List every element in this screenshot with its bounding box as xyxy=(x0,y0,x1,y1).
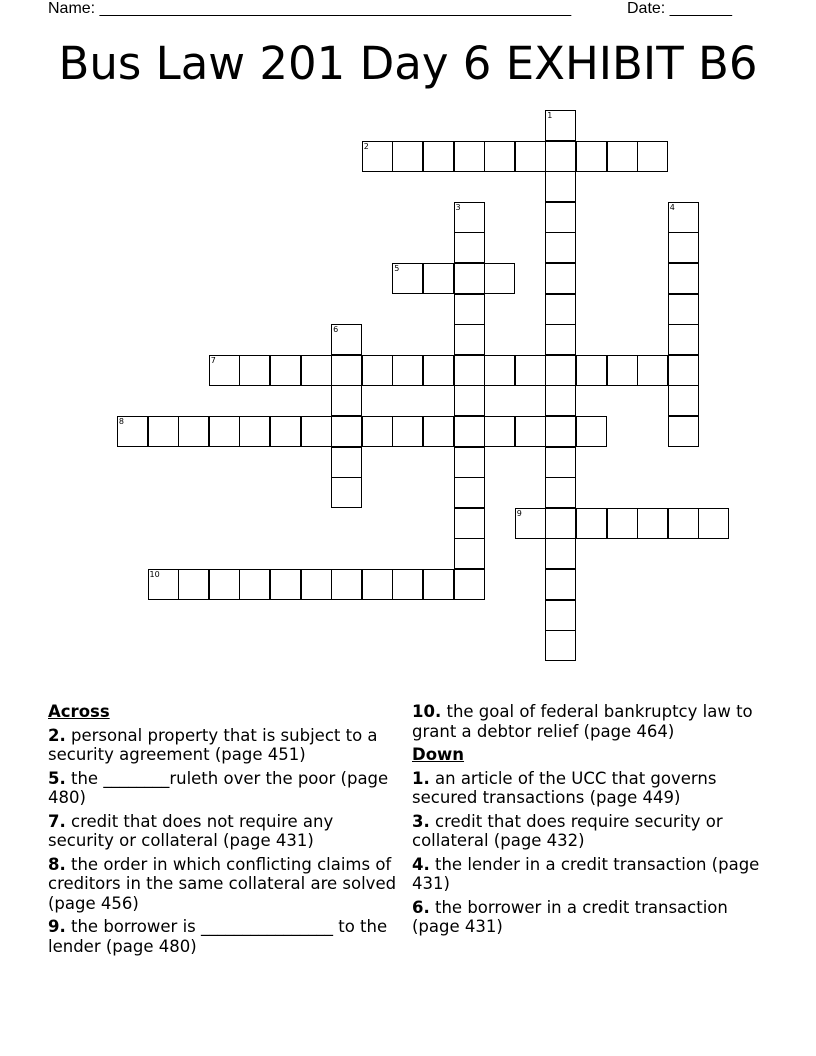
crossword-cell[interactable] xyxy=(331,355,362,386)
crossword-cell[interactable] xyxy=(331,416,362,447)
clue-number-label: 1 xyxy=(547,111,553,120)
clues-left-column xyxy=(48,702,398,960)
crossword-cell[interactable] xyxy=(331,477,362,508)
crossword-cell[interactable] xyxy=(454,232,485,263)
crossword-cell[interactable] xyxy=(545,508,576,539)
crossword-cell[interactable] xyxy=(454,324,485,355)
crossword-cell[interactable] xyxy=(668,232,699,263)
crossword-cell[interactable] xyxy=(239,569,270,600)
crossword-cell[interactable] xyxy=(239,416,270,447)
clue-number: 7. xyxy=(48,811,66,831)
crossword-cell[interactable] xyxy=(545,324,576,355)
crossword-cell[interactable] xyxy=(668,202,699,233)
crossword-cell[interactable] xyxy=(545,110,576,141)
crossword-cell[interactable] xyxy=(270,355,301,386)
crossword-cell[interactable] xyxy=(668,294,699,325)
page-title: Bus Law 201 Day 6 EXHIBIT B6 xyxy=(58,37,758,90)
crossword-cell[interactable] xyxy=(454,263,485,294)
clue-number-label: 2 xyxy=(363,141,369,151)
clue-number-label: 9 xyxy=(516,508,522,518)
clue-down-3 xyxy=(412,812,772,851)
crossword-cell[interactable] xyxy=(454,202,485,233)
crossword-cell[interactable] xyxy=(576,508,607,539)
across-heading: Across xyxy=(48,702,110,721)
clue-text: an article of the UCC that governs secured transactions (page 449) xyxy=(412,768,717,807)
clue-down-1 xyxy=(412,769,772,808)
crossword-cell[interactable] xyxy=(545,600,576,631)
clue-text: the order in which conflicting claims of creditors in the same collateral are solved (page 456) xyxy=(48,854,397,913)
clue-text: the lender in a credit transaction (page 431) xyxy=(412,854,760,893)
crossword-cell[interactable] xyxy=(607,355,638,386)
crossword-cell[interactable] xyxy=(545,416,576,447)
crossword-cell[interactable] xyxy=(209,355,240,386)
crossword-cell[interactable] xyxy=(515,355,546,386)
crossword-cell[interactable] xyxy=(454,508,485,539)
crossword-cell[interactable] xyxy=(454,538,485,569)
crossword-cell[interactable] xyxy=(423,263,454,294)
clue-text: the borrower in a credit transaction (page 431) xyxy=(412,897,728,936)
crossword-cell[interactable] xyxy=(545,141,576,172)
crossword-cell[interactable] xyxy=(423,141,454,172)
crossword-cell[interactable] xyxy=(484,263,515,294)
crossword-cell[interactable] xyxy=(423,569,454,600)
crossword-cell[interactable] xyxy=(392,569,423,600)
crossword-cell[interactable] xyxy=(331,324,362,355)
crossword-cell[interactable] xyxy=(668,324,699,355)
crossword-cell[interactable] xyxy=(515,416,546,447)
clue-down-6 xyxy=(412,898,772,937)
crossword-cell[interactable] xyxy=(209,416,240,447)
crossword-cell[interactable] xyxy=(668,355,699,386)
crossword-cell[interactable] xyxy=(545,477,576,508)
clue-number: 4. xyxy=(412,854,430,874)
crossword-cell[interactable] xyxy=(454,447,485,478)
crossword-cell[interactable] xyxy=(178,569,209,600)
crossword-cell[interactable] xyxy=(545,171,576,202)
clue-number: 9. xyxy=(48,917,66,936)
crossword-cell[interactable] xyxy=(484,141,515,172)
crossword-cell[interactable] xyxy=(148,569,179,600)
crossword-cell[interactable] xyxy=(454,569,485,600)
crossword-cell[interactable] xyxy=(637,508,668,539)
crossword-cell[interactable] xyxy=(637,355,668,386)
crossword-cell[interactable] xyxy=(576,416,607,447)
crossword-cell[interactable] xyxy=(454,294,485,325)
clue-across-9 xyxy=(48,917,398,956)
clue-number-label: 4 xyxy=(669,202,675,212)
crossword-cell[interactable] xyxy=(270,569,301,600)
crossword-cell[interactable] xyxy=(454,385,485,416)
crossword-cell[interactable] xyxy=(454,416,485,447)
crossword-cell[interactable] xyxy=(637,141,668,172)
crossword-cell[interactable] xyxy=(576,141,607,172)
crossword-cell[interactable] xyxy=(454,477,485,508)
crossword-cell[interactable] xyxy=(362,141,393,172)
clue-across-8 xyxy=(48,855,398,914)
crossword-cell[interactable] xyxy=(545,569,576,600)
name-field-label: Name: _____________________________________________________ xyxy=(48,0,572,17)
crossword-cell[interactable] xyxy=(454,141,485,172)
clue-number: 3. xyxy=(412,811,430,831)
crossword-cell[interactable] xyxy=(301,416,332,447)
clue-text: credit that does not require any security or collateral (page 431) xyxy=(48,811,334,850)
clue-number-label: 8 xyxy=(118,417,124,426)
clue-across-7 xyxy=(48,812,398,851)
crossword-cell[interactable] xyxy=(423,355,454,386)
clue-text: personal property that is subject to a security agreement (page 451) xyxy=(48,725,378,764)
crossword-cell[interactable] xyxy=(545,538,576,569)
crossword-cell[interactable] xyxy=(331,569,362,600)
crossword-cell[interactable] xyxy=(607,508,638,539)
crossword-cell[interactable] xyxy=(668,416,699,447)
clue-number: 1. xyxy=(412,768,430,788)
crossword-cell[interactable] xyxy=(515,141,546,172)
crossword-cell[interactable] xyxy=(607,141,638,172)
clue-text: the borrower is ________________ to the lender (page 480) xyxy=(48,917,388,956)
crossword-cell[interactable] xyxy=(178,416,209,447)
crossword-cell[interactable] xyxy=(545,294,576,325)
crossword-cell[interactable] xyxy=(576,355,607,386)
clue-across-10 xyxy=(412,702,772,741)
crossword-cell[interactable] xyxy=(545,355,576,386)
down-heading: Down xyxy=(412,745,465,764)
crossword-cell[interactable] xyxy=(484,355,515,386)
clue-number: 6. xyxy=(412,897,430,917)
clues-right-column xyxy=(412,702,772,941)
clue-number: 2. xyxy=(48,725,66,745)
clue-across-2 xyxy=(48,726,398,765)
crossword-cell[interactable] xyxy=(362,355,393,386)
clue-text: the ________ruleth over the poor (page 480) xyxy=(48,768,389,807)
clue-number: 8. xyxy=(48,854,66,874)
clue-number: 10. xyxy=(412,702,442,721)
crossword-cell[interactable] xyxy=(331,385,362,416)
crossword-cell[interactable] xyxy=(209,569,240,600)
clue-number-label: 5 xyxy=(394,264,400,273)
date-field-label: Date: _______ xyxy=(627,0,732,17)
crossword-cell[interactable] xyxy=(698,508,729,539)
crossword-cell[interactable] xyxy=(454,355,485,386)
clue-number-label: 3 xyxy=(455,202,461,212)
crossword-cell[interactable] xyxy=(668,263,699,294)
crossword-cell[interactable] xyxy=(545,202,576,233)
crossword-cell[interactable] xyxy=(545,447,576,478)
crossword-cell[interactable] xyxy=(545,630,576,661)
crossword-cell[interactable] xyxy=(484,416,515,447)
crossword-cell[interactable] xyxy=(392,416,423,447)
clue-text: the goal of federal bankruptcy law to grant a debtor relief (page 464) xyxy=(412,702,753,741)
crossword-cell[interactable] xyxy=(545,263,576,294)
crossword-cell[interactable] xyxy=(301,355,332,386)
clue-number-label: 10 xyxy=(149,570,160,579)
crossword-cell[interactable] xyxy=(668,508,699,539)
crossword-cell[interactable] xyxy=(392,355,423,386)
clue-text: credit that does require security or collateral (page 432) xyxy=(412,811,723,850)
crossword-cell[interactable] xyxy=(117,416,148,447)
clue-number-label: 7 xyxy=(210,355,216,365)
crossword-cell[interactable] xyxy=(545,385,576,416)
crossword-cell[interactable] xyxy=(362,416,393,447)
crossword-cell[interactable] xyxy=(545,232,576,263)
crossword-cell[interactable] xyxy=(668,385,699,416)
crossword-cell[interactable] xyxy=(270,416,301,447)
clue-number: 5. xyxy=(48,768,66,788)
crossword-cell[interactable] xyxy=(148,416,179,447)
crossword-cell[interactable] xyxy=(301,569,332,600)
crossword-cell[interactable] xyxy=(239,355,270,386)
clue-down-4 xyxy=(412,855,772,894)
crossword-cell[interactable] xyxy=(392,263,423,294)
crossword-cell[interactable] xyxy=(392,141,423,172)
clue-across-5 xyxy=(48,769,398,808)
crossword-cell[interactable] xyxy=(331,447,362,478)
crossword-cell[interactable] xyxy=(362,569,393,600)
crossword-cell[interactable] xyxy=(423,416,454,447)
clue-number-label: 6 xyxy=(333,325,339,335)
crossword-cell[interactable] xyxy=(515,508,546,539)
